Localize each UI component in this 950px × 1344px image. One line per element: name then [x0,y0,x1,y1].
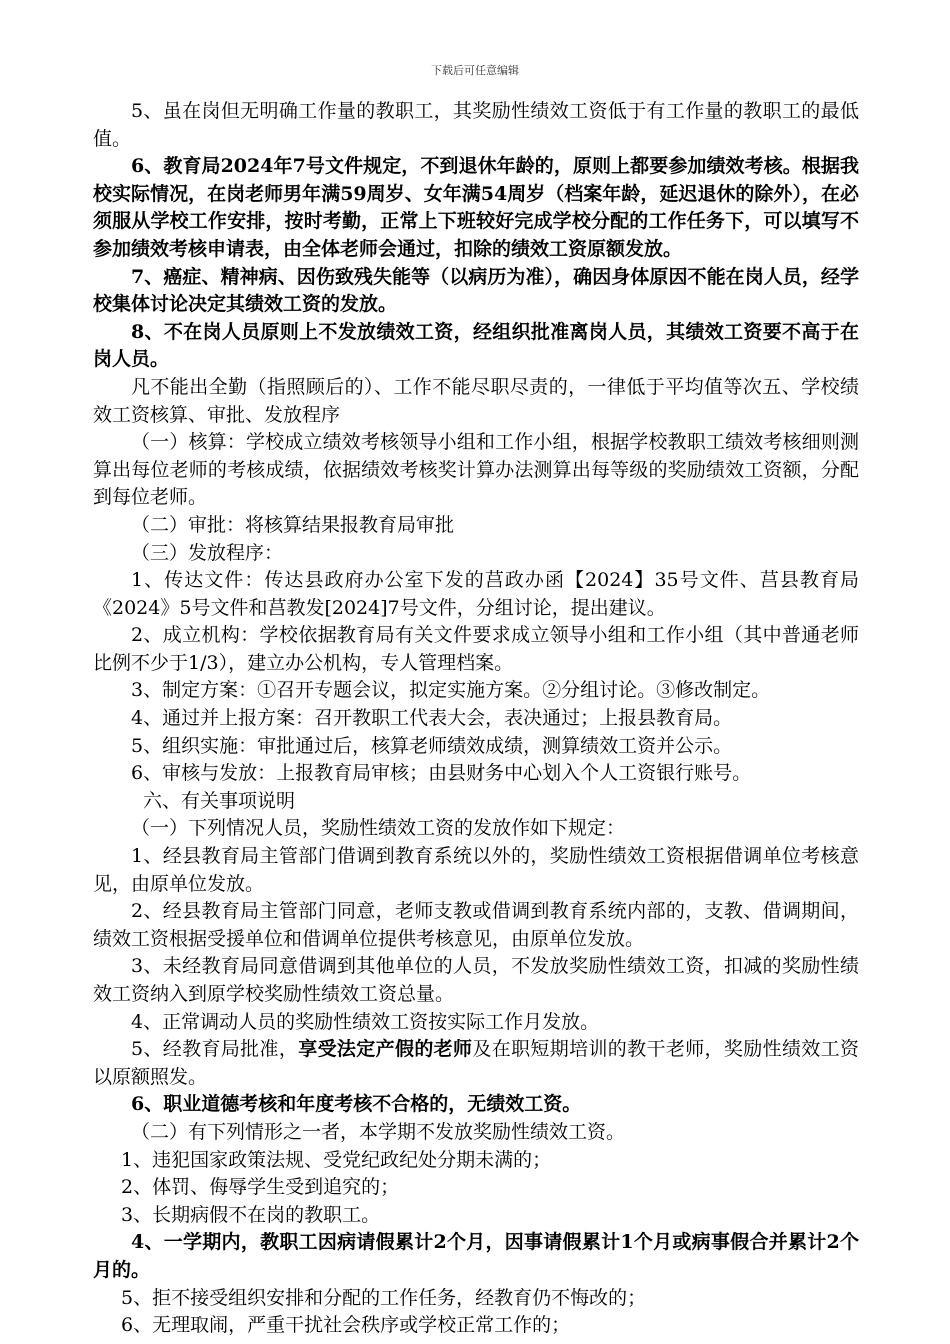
paragraph: 5、虽在岗但无明确工作量的教职工，其奖励性绩效工资低于有工作量的教职工的最低值。 [93,100,859,150]
paragraph-group-2 [93,1091,859,1339]
paragraph: 5、拒不接受组织安排和分配的工作任务，经教育仍不悔改的； [121,1286,647,1309]
paragraph: （二）审批：将核算结果报教育局审批 [131,513,455,536]
paragraph: 6、教育局2024年7号文件规定，不到退休年龄的，原则上都要参加绩效考核。根据我校实际情况，在岗老师男年满59周岁、女年满54周岁（档案年龄，延迟退休的除外），在必须服从学校工作安排，按时考勤，正常上下班较好完成学校分配的工作任务下，可以填写不参加绩效考核申请表，由全体老师会通过，扣除的绩效工资原额发放。 [93,155,859,260]
paragraph-maternity-leave [93,1036,859,1091]
paragraph: 1、违犯国家政策法规、受党纪政纪处分期未满的； [121,1148,552,1171]
text-bold: 享受法定产假的老师 [298,1038,473,1061]
paragraph: 6、职业道德考核和年度考核不合格的，无绩效工资。 [131,1093,582,1116]
paragraph: （一）核算：学校成立绩效考核领导小组和工作小组，根据学校教职工绩效考核细则测算出每位老师的考核成绩，依据绩效考核奖计算办法测算出每等级的奖励绩效工资额，分配到每位老师。 [93,431,859,509]
paragraph: 2、体罚、侮辱学生受到追究的； [121,1176,400,1199]
text-normal: 5、经教育局批准， [131,1038,299,1061]
paragraph: （一）下列情况人员，奖励性绩效工资的发放作如下规定： [131,817,626,840]
paragraph: 6、无理取闹，严重干扰社会秩序或学校正常工作的； [121,1314,571,1337]
paragraph: 8、不在岗人员原则上不发放绩效工资，经组织批准离岗人员，其绩效工资要不高于在岗人员。 [93,320,859,371]
paragraph: 2、经县教育局主管部门同意，老师支教或借调到教育系统内部的，支教、借调期间，绩效工资根据受援单位和借调单位提供考核意见，由原单位发放。 [93,900,859,950]
paragraph: 3、未经教育局同意借调到其他单位的人员，不发放奖励性绩效工资，扣减的奖励性绩效工资纳入到原学校奖励性绩效工资总量。 [93,955,859,1005]
paragraph: 凡不能出全勤（指照顾后的）、工作不能尽职尽责的，一律低于平均值等次五、学校绩效工资核算、审批、发放程序 [93,375,859,426]
paragraph-group-1 [93,98,859,1036]
paragraph: 5、组织实施：审批通过后，核算老师绩效成绩，测算绩效工资并公示。 [131,734,733,757]
paragraph: 4、正常调动人员的奖励性绩效工资按实际工作月发放。 [131,1010,600,1033]
page-header: 下载后可任意编辑 [431,64,519,77]
paragraph: 1、经县教育局主管部门借调到教育系统以外的，奖励性绩效工资根据借调单位考核意见，由原单位发放。 [93,845,859,895]
paragraph: 3、制定方案：①召开专题会议，拟定实施方案。②分组讨论。③修改制定。 [131,679,771,702]
paragraph: 六、有关事项说明 [143,789,296,812]
paragraph: 1、传达文件：传达县政府办公室下发的莒政办函【2024】35号文件、莒县教育局《2024》5号文件和莒教发[2024]7号文件，分组讨论，提出建议。 [93,569,859,619]
paragraph: （三）发放程序： [131,541,284,564]
paragraph: 4、通过并上报方案：召开教职工代表大会，表决通过；上报县教育局。 [131,707,733,730]
text-normal: 及在职短期培训的教干老师，奖励性绩效工资以原额照发。 [93,1038,859,1088]
document-body [93,98,859,1340]
paragraph: （二）有下列情形之一者，本学期不发放奖励性绩效工资。 [131,1120,626,1143]
paragraph: 2、成立机构：学校依据教育局有关文件要求成立领导小组和工作小组（其中普通老师比例不少于1/3），建立办公机构，专人管理档案。 [93,624,859,674]
paragraph: 4、一学期内，教职工因病请假累计2个月，因事请假累计1个月或病事假合并累计2个月的。 [93,1231,859,1281]
paragraph: 6、审核与发放：上报教育局审核；由县财务中心划入个人工资银行账号。 [131,762,752,785]
paragraph: 3、长期病假不在岗的教职工。 [121,1203,381,1226]
paragraph: 7、癌症、精神病、因伤致残失能等（以病历为准），确因身体原因不能在岗人员，经学校集体讨论决定其绩效工资的发放。 [93,265,859,316]
